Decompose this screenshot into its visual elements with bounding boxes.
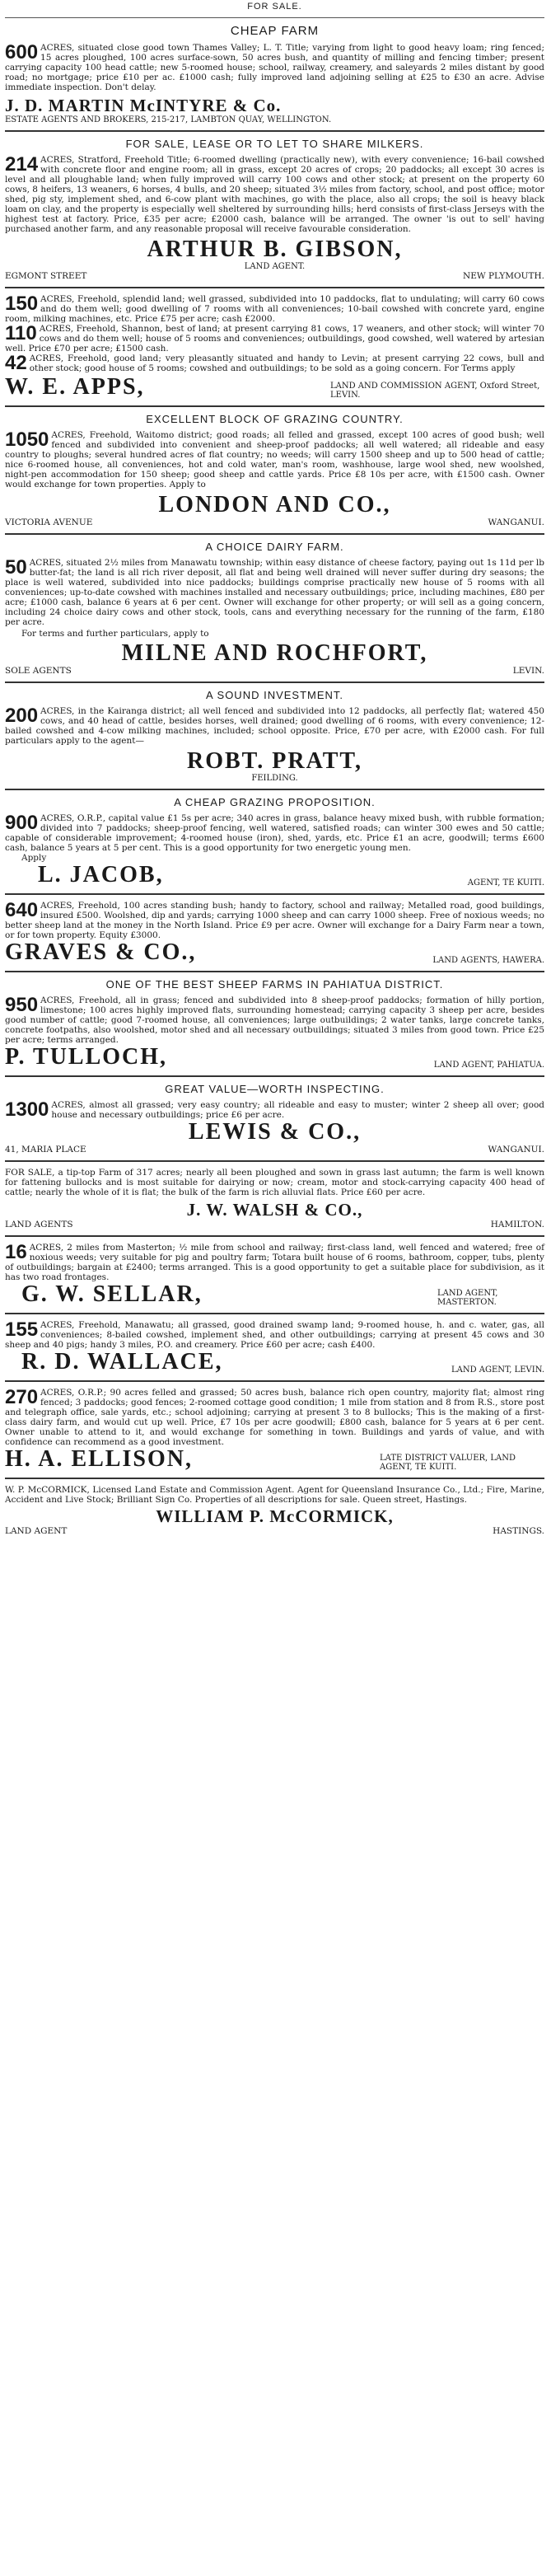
- ad-share-milkers: [5, 138, 544, 281]
- address-town: HAMILTON.: [490, 1220, 544, 1229]
- ad-body: ACRES, O.R.P., capital value £1 5s per acre; 340 acres in grass, balance heavy mixed bush, with rubble formation; divided into 7 paddocks; sheep-proof fencing, well watered, satisfied roads; can winter 300 ewes and 50 cattle; capable of considerable improvement; 4-roomed house (iron), shed, yards, etc. Price £1 an acre, goodwill; terms £600 cash, balance 5 years at 5 per cent. This is a good opportunity for two energetic young men.: [5, 813, 544, 853]
- divider: [5, 681, 544, 683]
- ad-great-value: [5, 1083, 544, 1155]
- divider: [5, 405, 544, 407]
- ad-body: ACRES, O.R.P.; 90 acres felled and grassed; 50 acres bush, balance rich open country, majority flat; almost ring fenced; 3 paddocks; good fences; 2-roomed cottage good condition; 1 mile from station and 8 from R.S., store post and telegraph office, sale yards, etc.; school adjoining; carrying at present 3 to 8 bullocks; This is the making of a first-class dairy farm, and would cut up well. Price, £7 10s per acre goodwill; £800 cash, balance for 5 years at 6 per cent. Owner unable to attend to it, and would exchange for something in town. Buildings and yards of value, and with confidence can recommend as a good investment.: [5, 1388, 544, 1447]
- address-town: LEVIN.: [512, 666, 544, 676]
- agent-role: LAND AGENT: [5, 1526, 68, 1536]
- ad-title: FOR SALE, LEASE OR TO LET TO SHARE MILKERS.: [125, 138, 424, 150]
- ad-body: ACRES, Stratford, Freehold Title; 6-roomed dwelling (practically new), with every convenience; 16-bail cowshed with concrete floor and engine room; all in grass, except 20 acres of crops; 20 paddocks; all except 30 acres is level and all ploughable land; when fully improved will carry 100 cows and other stock; at present on the property 60 cows, 8 heifers, 13 weaners, 6 horses, 4 bulls, and 20 sheep; situated 3½ miles from factory, school, and post office; motor shed, pig sty, implement shed, and 6-cow plant with machines, go with the place, also all crops; the soil is heavy black loam on clay, and the property is especially well sheltered by surrounding hills; herd consists of first-class Jerseys with the highest test at factory. Price, £35 per acre; £2000 cash, balance will be arranged. The owner 'is out to sell' having purchased another farm, and any reasonable proposal will receive favourable consideration.: [5, 155, 544, 234]
- ad-body: ACRES, situated close good town Thames Valley; L. T. Title; varying from light to good heavy loam; ring fenced; 15 acres ploughed, 100 acres surface-sown, 50 acres bush, and quantity of milling and fencing timber; present carrying capacity 100 head cattle; new 5-roomed house; school, railway, creamery, and saleyards 2 miles distant by good road; no mortgage; price £10 per ac. £1000 cash; fully improved land adjoining selling at £25 to £30 an acre. Advise immediate inspection. Don't delay.: [5, 43, 544, 92]
- acreage: 50: [5, 556, 27, 578]
- agent-role: AGENT, TE KUITI.: [467, 878, 544, 888]
- ad-levin-listings: [5, 294, 544, 400]
- ad-body: ACRES, Freehold, 100 acres standing bush; handy to factory, school and railway; Metalled road, good buildings, insured £500. Woolshed, dip and yards; carrying 1000 sheep and can carry 1000 sheep. Free of noxious weeds; no better sheep land at the money in the North Island. Price £9 per acre. Owner will exchange for a Dairy Farm near a town, or for town property. Equity £3000.: [5, 901, 544, 940]
- address-street: VICTORIA AVENUE: [5, 518, 93, 527]
- ad-body: ACRES, Freehold, Waitomo district; good roads; all felled and grassed, except 100 acres of good bush; well fenced and subdivided into convenient and sheep-proof paddocks; all well watered; all rideable and easy country to ploughs; several hundred acres of flat country; no weeds; will carry 1500 sheep and up to 500 head of cattle; nice 6-roomed house, all conveniences, hot and cold water, man's room, washhouse, large wool shed, new woolshed, night-pen accommodation for 150 sheep; good sheep and cattle yards. Price £8 10s per acre, with £1500 cash. Owner would exchange for town properties. Apply to: [5, 430, 544, 489]
- divider: [5, 130, 544, 132]
- ad-title: A SOUND INVESTMENT.: [205, 689, 344, 701]
- divider: [5, 533, 544, 535]
- ad-270-acres: [5, 1388, 544, 1472]
- agent-name: J. W. WALSH & CO.,: [186, 1200, 363, 1220]
- agent-name: W. E. APPS,: [5, 374, 145, 400]
- ad-title: A CHOICE DAIRY FARM.: [205, 541, 344, 553]
- acreage: 950: [5, 994, 39, 1016]
- divider: [5, 1478, 544, 1479]
- ad-pahiatua-sheep-farm: [5, 978, 544, 1070]
- agent-name: MILNE AND ROCHFORT,: [121, 640, 428, 666]
- listing: [5, 294, 544, 324]
- agent-name: G. W. SELLAR,: [21, 1281, 203, 1307]
- divider: [5, 893, 544, 895]
- ad-body: FOR SALE, a tip-top Farm of 317 acres; nearly all been ploughed and sown in grass last autumn; the farm is well known for fattening bullocks and is most suitable for dairying or now; cream, motor and stock-carrying capacity 400 head of cattle; nearly the whole of it is flat; the bulk of the farm is rich alluvial flats. Price £60 per acre.: [5, 1168, 544, 1197]
- acreage: 900: [5, 812, 39, 834]
- address-town: NEW PLYMOUTH.: [463, 271, 544, 281]
- agent-role: SOLE AGENTS: [5, 666, 72, 676]
- divider: [5, 971, 544, 972]
- ad-dairy-farm: [5, 541, 544, 676]
- ad-body: ACRES, almost all grassed; very easy country; all rideable and easy to muster; winter 2 sheep all over; good house and necessary outbuildings; price £6 per acre.: [51, 1100, 544, 1120]
- divider: [5, 1075, 544, 1077]
- listing-body: ACRES, Freehold, splendid land; well grassed, subdivided into 10 paddocks, flat to undulating; will carry 60 cows and do them well; good dwelling of 7 rooms with all conveniences; 10-bail cowshed with concrete yard, engine room, milking machines, etc. Price £75 per acre; cash £2000.: [5, 294, 544, 324]
- classified-page: [5, 0, 544, 1536]
- agent-name: R. D. WALLACE,: [21, 1349, 223, 1375]
- agent-role: LAND AGENT, PAHIATUA.: [433, 1061, 544, 1070]
- acreage: 42: [5, 352, 27, 374]
- agent-name: L. JACOB,: [38, 862, 164, 888]
- agent-address: LAND AND COMMISSION AGENT, Oxford Street, LEVIN.: [330, 382, 540, 400]
- ad-masterton-16-acres: [5, 1243, 544, 1307]
- divider: [5, 789, 544, 790]
- ad-body: ACRES, in the Kairanga district; all well fenced and subdivided into 12 paddocks, all perfectly flat; watered 450 cows, and 40 head of cattle, besides horses, well drained; good dwelling of 6 rooms, with every convenience; 12-bailed cowshed and 4-cow milking machines, included; school opposite. Price, £70 per acre, with £2000 cash. For full particulars apply to the agent—: [5, 706, 544, 746]
- agent-address: ESTATE AGENTS AND BROKERS, 215-217, LAMBTON QUAY, WELLINGTON.: [5, 115, 332, 124]
- agent-role: LAND AGENTS: [5, 1220, 73, 1229]
- divider: [5, 1380, 544, 1382]
- agent-address: LATE DISTRICT VALUER, LAND AGENT, TE KUITI.: [380, 1454, 516, 1472]
- divider: [5, 287, 544, 288]
- ad-grazing-block: [5, 413, 544, 527]
- ad-title: CHEAP FARM: [230, 24, 320, 38]
- ad-body: W. P. McCORMICK, Licensed Land Estate and Commission Agent. Agent for Queensland Insurance Co., Ltd.; Fire, Marine, Accident and Live Stock; Brilliant Sign Co. Properties of all descriptions for sale. Queen street, Hastings.: [5, 1485, 544, 1505]
- ad-grazing-proposition: [5, 796, 544, 888]
- listing: [5, 354, 544, 373]
- listing: [5, 324, 544, 354]
- divider: [5, 17, 544, 18]
- agent-role: LAND AGENT, LEVIN.: [451, 1365, 544, 1375]
- address-street: 41, MARIA PLACE: [5, 1145, 86, 1155]
- page-header: FOR SALE.: [247, 2, 302, 12]
- agent-role: LAND AGENT.: [244, 262, 306, 271]
- agent-name: H. A. ELLISON,: [5, 1446, 193, 1472]
- acreage: 155: [5, 1318, 39, 1341]
- acreage: 1050: [5, 429, 49, 451]
- ad-body: ACRES, 2 miles from Masterton; ½ mile from school and railway; first-class land, well fenced and watered; free of noxious weeds; very suitable for pig and poultry farm; Totara built house of 6 rooms, bathroom, copper, tubs, plenty of outbuildings; bargain at £2400; terms arranged. This is a good opportunity to get a suitable place for subdivision, as it has two road frontages.: [5, 1243, 544, 1282]
- agent-name: GRAVES & CO.,: [5, 939, 197, 965]
- agent-name: ARTHUR B. GIBSON,: [147, 237, 403, 262]
- address-town: WANGANUI.: [488, 1145, 544, 1155]
- ad-body: ACRES, Freehold, all in grass; fenced and subdivided into 8 sheep-proof paddocks; formation of hilly portion, limestone; 100 acres highly improved flats, surrounding homestead; carrying capacity 3 sheep per acre, besides good number of cattle; good 7-roomed house, all conveniences; large outbuildings; 2 water tanks, large concrete tanks, concrete footpaths, also woolshed, motor shed and all necessary outbuildings; situated 3 miles from good town. Price £25 per acre; terms arranged.: [5, 995, 544, 1045]
- divider: [5, 1160, 544, 1162]
- acreage: 200: [5, 705, 39, 727]
- agent-name: WILLIAM P. McCORMICK,: [156, 1506, 394, 1526]
- ad-title: ONE OF THE BEST SHEEP FARMS IN PAHIATUA DISTRICT.: [105, 978, 444, 991]
- ad-body: ACRES, situated 2½ miles from Manawatu township; within easy distance of cheese factory, paying out 1s 11d per lb butter-fat; the land is all rich river deposit, all flat and being well drained will never suffer during dry seasons; the place is well watered, subdivided into nice paddocks; buildings comprise practically new house of 5 rooms with all conveniences; up-to-date cowshed with machines installed and necessary outbuildings; price, including machines, £80 per acre; £1000 cash, balance 6 years at 6 per cent. Owner will exchange for other property; or will sell as a going concern, including 24 choice dairy cows and other stock, tools, cans and everything necessary for the running of the farm, £180 per acre.: [5, 558, 544, 627]
- agent-name: LEWIS & CO.,: [188, 1119, 362, 1145]
- ad-640-acres: [5, 901, 544, 965]
- agent-name: P. TULLOCH,: [5, 1044, 168, 1070]
- ad-note: For terms and further particulars, apply to: [21, 629, 209, 639]
- acreage: 214: [5, 153, 39, 176]
- agent-town: FEILDING.: [251, 774, 298, 783]
- acreage: 150: [5, 293, 39, 315]
- ad-317-acre-farm: [5, 1168, 544, 1229]
- ad-title: A CHEAP GRAZING PROPOSITION.: [174, 796, 376, 808]
- acreage: 1300: [5, 1098, 49, 1121]
- ad-cheap-farm: [5, 24, 544, 124]
- acreage: 16: [5, 1241, 27, 1263]
- agent-address: LAND AGENTS, HAWERA.: [432, 956, 544, 965]
- agent-name: J. D. MARTIN McINTYRE & Co.: [5, 96, 282, 115]
- address-town: HASTINGS.: [493, 1526, 544, 1536]
- acreage: 640: [5, 899, 39, 921]
- ad-manawatu-155-acres: [5, 1320, 544, 1375]
- ad-title: GREAT VALUE—WORTH INSPECTING.: [165, 1083, 385, 1095]
- address-street: EGMONT STREET: [5, 271, 87, 281]
- ad-title: EXCELLENT BLOCK OF GRAZING COUNTRY.: [146, 413, 404, 425]
- ad-sound-investment: [5, 689, 544, 783]
- ad-body: ACRES, Freehold, Manawatu; all grassed, good drained swamp land; 9-roomed house, h. and c. water, gas, all conveniences; 8-bailed cowshed, implement shed, and other outbuildings; carrying at present 45 cows and 30 sheep and 40 pigs; handy 3 miles, P.O. and creamery. Price £60 per acre; cash £400.: [5, 1320, 544, 1350]
- ad-note: Apply: [21, 853, 47, 863]
- divider: [5, 1235, 544, 1237]
- divider: [5, 1313, 544, 1314]
- agent-role: LAND AGENT, MASTERTON.: [437, 1289, 498, 1307]
- listing-body: ACRES, Freehold, Shannon, best of land; at present carrying 81 cows, 17 weaners, and other stock; will winter 70 cows and do them well; house of 5 rooms and conveniences; outbuildings, good cowshed, well watered by artesian well. Price £70 per acre; £1500 cash.: [5, 324, 544, 354]
- acreage: 110: [5, 322, 37, 344]
- agent-name: LONDON AND CO.,: [158, 492, 391, 518]
- ad-mccormick: [5, 1485, 544, 1536]
- address-town: WANGANUI.: [488, 518, 544, 527]
- agent-name: ROBT. PRATT,: [186, 748, 362, 774]
- acreage: 600: [5, 41, 39, 63]
- listing-body: ACRES, Freehold, good land; very pleasantly situated and handy to Levin; at present carrying 22 cows, bull and other stock; good house of 5 rooms; cowshed and outbuildings; to be sold as a going concern. For Terms apply: [29, 354, 544, 373]
- acreage: 270: [5, 1386, 39, 1408]
